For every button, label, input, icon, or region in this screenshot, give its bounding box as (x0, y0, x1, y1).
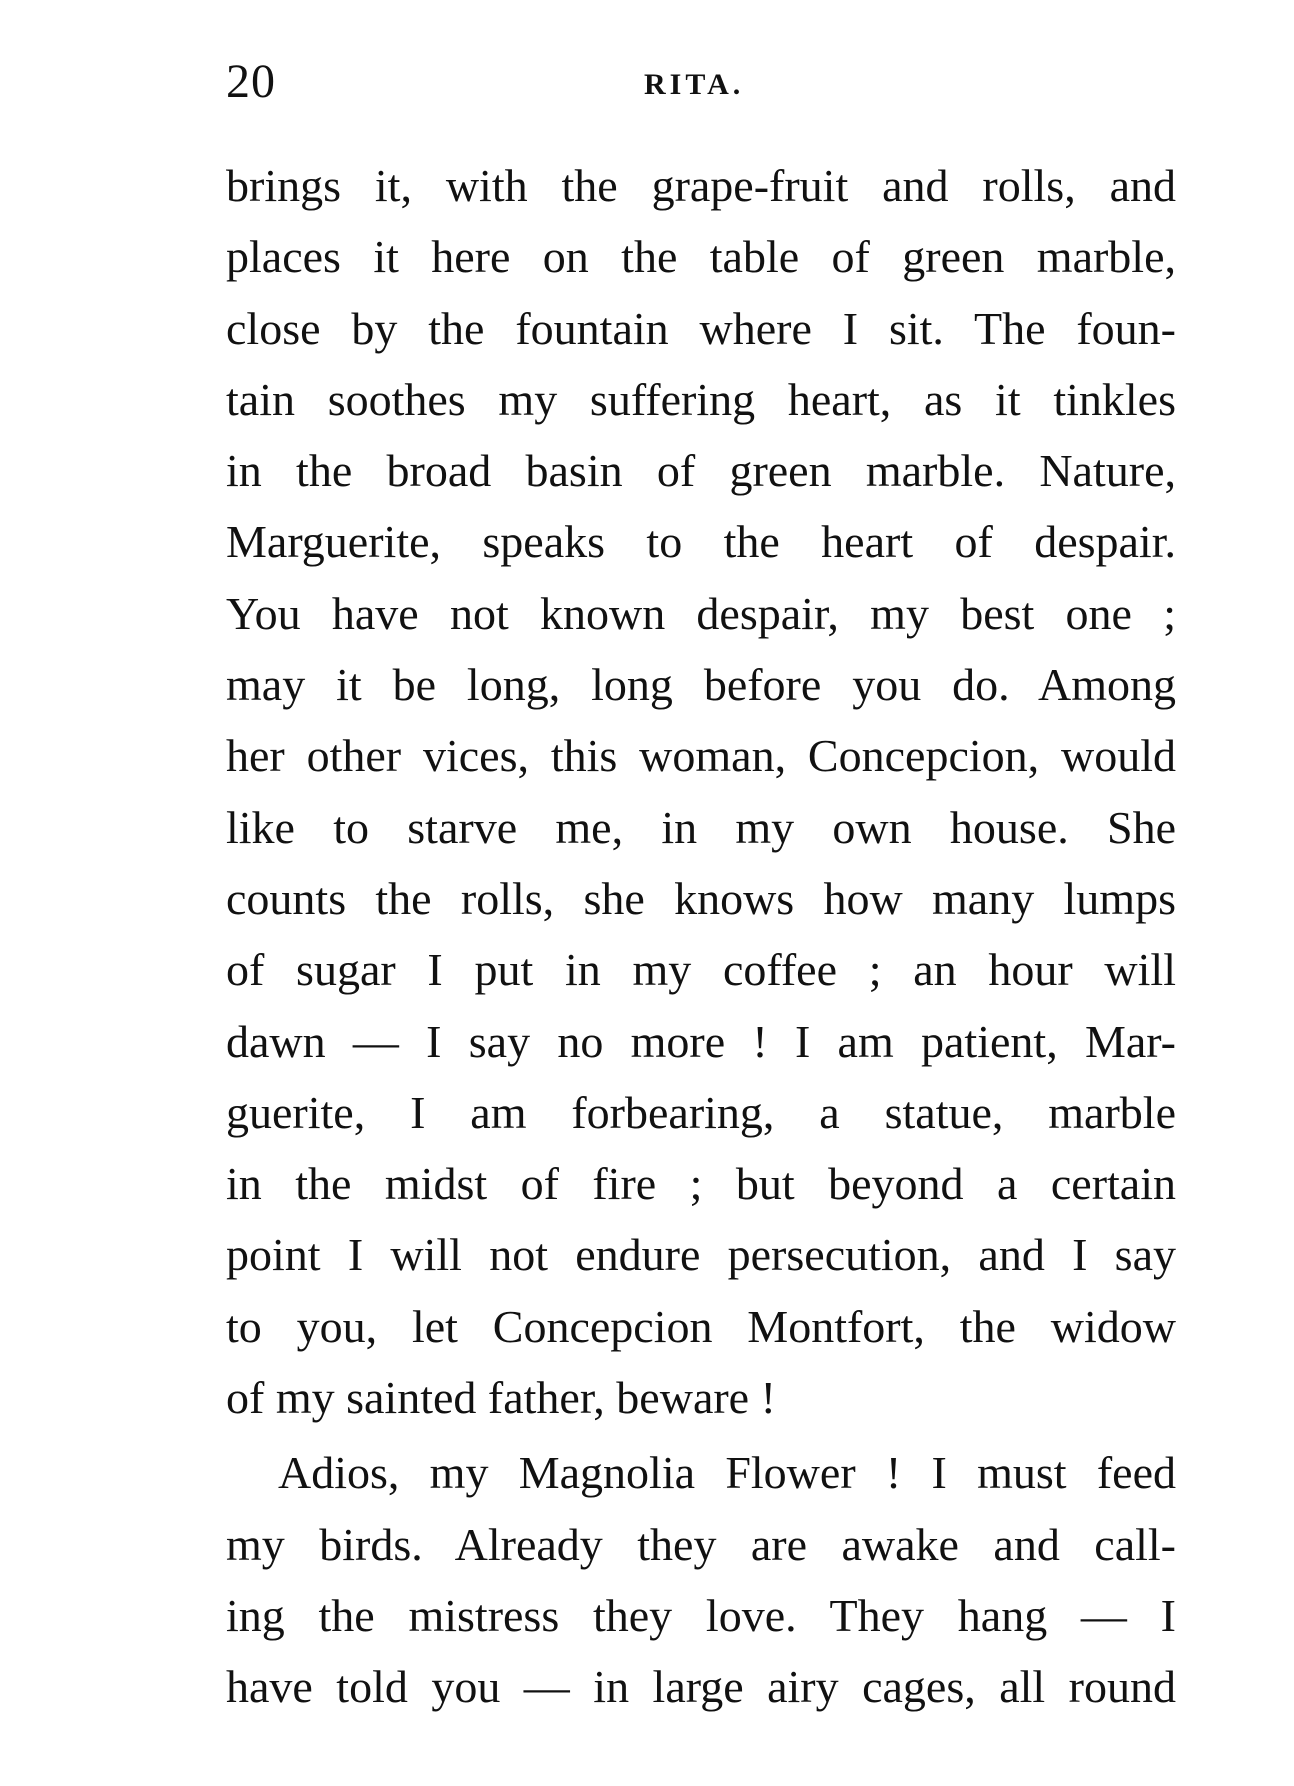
text-line: may it be long, long before you do. Among (226, 659, 1176, 711)
text-line: close by the fountain where I sit. The foun- (226, 302, 1176, 354)
text-line: ing the mistress they love. They hang — I (226, 1589, 1176, 1641)
body-text (226, 150, 1176, 1723)
text-line: in the midst of fire ; but beyond a certain (226, 1158, 1176, 1210)
text-line: in the broad basin of green marble. Nature, (226, 445, 1176, 497)
text-line: of sugar I put in my coffee ; an hour will (226, 944, 1176, 996)
text-line: places it here on the table of green marble, (226, 231, 1176, 283)
page-number: 20 (226, 55, 276, 108)
text-line: Marguerite, speaks to the heart of despair. (226, 516, 1176, 568)
text-line: counts the rolls, she knows how many lumps (226, 872, 1176, 924)
text-line: point I will not endure persecution, and I say (226, 1229, 1176, 1281)
page-header (226, 52, 1176, 112)
paragraph-2 (226, 1437, 1176, 1722)
text-line: Adios, my Magnolia Flower ! I must feed (278, 1447, 1176, 1499)
text-line: like to starve me, in my own house. She (226, 801, 1176, 853)
text-line: tain soothes my suffering heart, as it tinkles (226, 373, 1176, 425)
text-line: her other vices, this woman, Concepcion, would (226, 730, 1176, 782)
text-line: brings it, with the grape-fruit and rolls, and (226, 160, 1176, 211)
text-line: You have not known despair, my best one ; (226, 587, 1176, 639)
text-line: guerite, I am forbearing, a statue, marble (226, 1086, 1176, 1138)
text-line: of my sainted father, beware ! (226, 1372, 776, 1424)
paragraph-1 (226, 150, 1176, 1433)
running-title: RITA. (644, 68, 745, 101)
text-line: to you, let Concepcion Montfort, the widow (226, 1300, 1176, 1352)
text-line: my birds. Already they are awake and call- (226, 1518, 1176, 1570)
text-line: have told you — in large airy cages, all round (226, 1661, 1176, 1713)
text-line: dawn — I say no more ! I am patient, Mar- (226, 1015, 1176, 1067)
